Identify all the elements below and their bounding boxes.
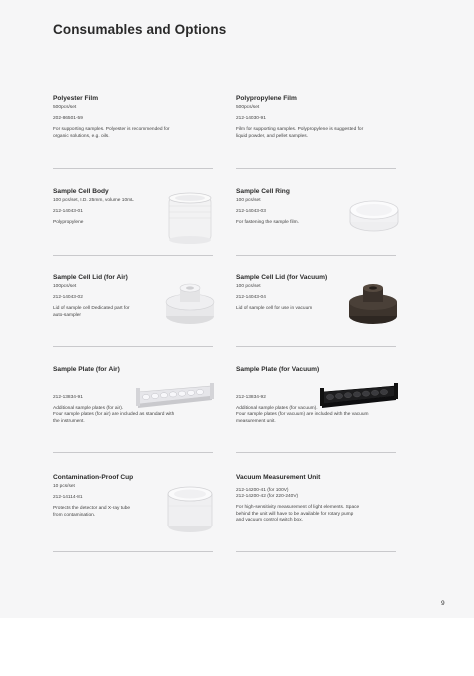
product-description: Lid of sample cell for use in vacuum — [236, 306, 313, 312]
product-polypropylene-film — [236, 95, 396, 140]
product-name: Polypropylene Film — [236, 95, 297, 102]
product-spec: 100 pcs/set, I.D. 25mm, volume 10mL — [53, 198, 134, 203]
product-name: Sample Plate (for Vacuum) — [236, 366, 320, 373]
product-polyester-film — [53, 95, 213, 140]
product-spec: 10 pcs/set — [53, 484, 75, 489]
sample-cell-body-image — [165, 190, 215, 244]
part-number: 212-14043-01 — [53, 209, 83, 215]
product-vacuum-measurement-unit — [236, 474, 396, 524]
product-name: Sample Plate (for Air) — [53, 366, 120, 373]
product-description: Additional sample plates (for air). Four sample plates (for air) are included as standard with the instrument. — [53, 406, 175, 424]
divider — [53, 346, 213, 347]
part-number: 212-13834-91 — [53, 395, 83, 400]
product-name: Sample Cell Lid (for Air) — [53, 274, 128, 281]
divider — [236, 551, 396, 552]
sample-cell-lid-air-image — [163, 280, 217, 328]
divider — [53, 255, 213, 256]
part-number: 212-14030-91 — [236, 116, 266, 122]
part-number: 212-13834-92 — [236, 395, 266, 400]
product-spec: 100 pcs/set — [236, 284, 261, 289]
sample-cell-lid-vacuum-image — [346, 280, 400, 328]
sample-plate-air-image — [134, 382, 216, 410]
product-name: Vacuum Measurement Unit — [236, 474, 321, 481]
divider — [53, 452, 213, 453]
product-name: Polyester Film — [53, 95, 99, 102]
product-spec: 500pcs/set — [236, 105, 260, 110]
product-description: Additional sample plates (for vacuum). Four sample plates (for vacuum) are included with the vacuum measurement unit. — [236, 406, 369, 424]
product-description: Film for supporting samples. Polypropylene is suggested for liquid powder, and pellet samples. — [236, 127, 364, 139]
part-number: 212-14043-02 — [53, 295, 83, 301]
divider — [53, 551, 213, 552]
product-description: Lid of sample cell Dedicated part for auto-sampler — [53, 306, 130, 318]
contamination-proof-cup-image — [164, 482, 216, 534]
divider — [236, 346, 396, 347]
page-title: Consumables and Options — [53, 22, 227, 37]
product-spec: 100pcs/set — [53, 284, 77, 289]
part-number: 212-14043-03 — [236, 209, 266, 215]
divider — [236, 168, 396, 169]
part-number: 202-86501-59 — [53, 116, 83, 122]
divider — [236, 452, 396, 453]
divider — [53, 168, 213, 169]
part-number: 212-14043-04 — [236, 295, 266, 301]
product-spec: 500pcs/set — [53, 105, 77, 110]
product-name: Contamination-Proof Cup — [53, 474, 134, 481]
product-name: Sample Cell Body — [53, 188, 109, 195]
product-spec: 100 pcs/set — [236, 198, 261, 203]
part-number-2: 212-14200-42 (for 220-240V) — [236, 494, 299, 500]
page-number: 9 — [441, 600, 445, 607]
part-number: 212-14114-81 — [53, 495, 83, 501]
sample-plate-vacuum-image — [318, 382, 400, 410]
product-description: Protects the detector and X-ray tube from contamination. — [53, 506, 131, 518]
sample-cell-ring-image — [348, 198, 400, 234]
product-description: For fastening the sample film. — [236, 220, 299, 226]
part-number: 212-14200-41 (for 100V) — [236, 488, 289, 493]
product-description: Polypropylene — [53, 220, 84, 226]
product-name: Sample Cell Ring — [236, 188, 290, 195]
product-description: For supporting samples. Polyester is recommended for organic solutions, e.g. oils. — [53, 127, 170, 139]
divider — [236, 255, 396, 256]
product-name: Sample Cell Lid (for Vacuum) — [236, 274, 328, 281]
product-description: For high-sensitivity measurement of light elements. Space behind the unit will have to be available for rotary pump and vacuum control switch box. — [236, 505, 360, 523]
